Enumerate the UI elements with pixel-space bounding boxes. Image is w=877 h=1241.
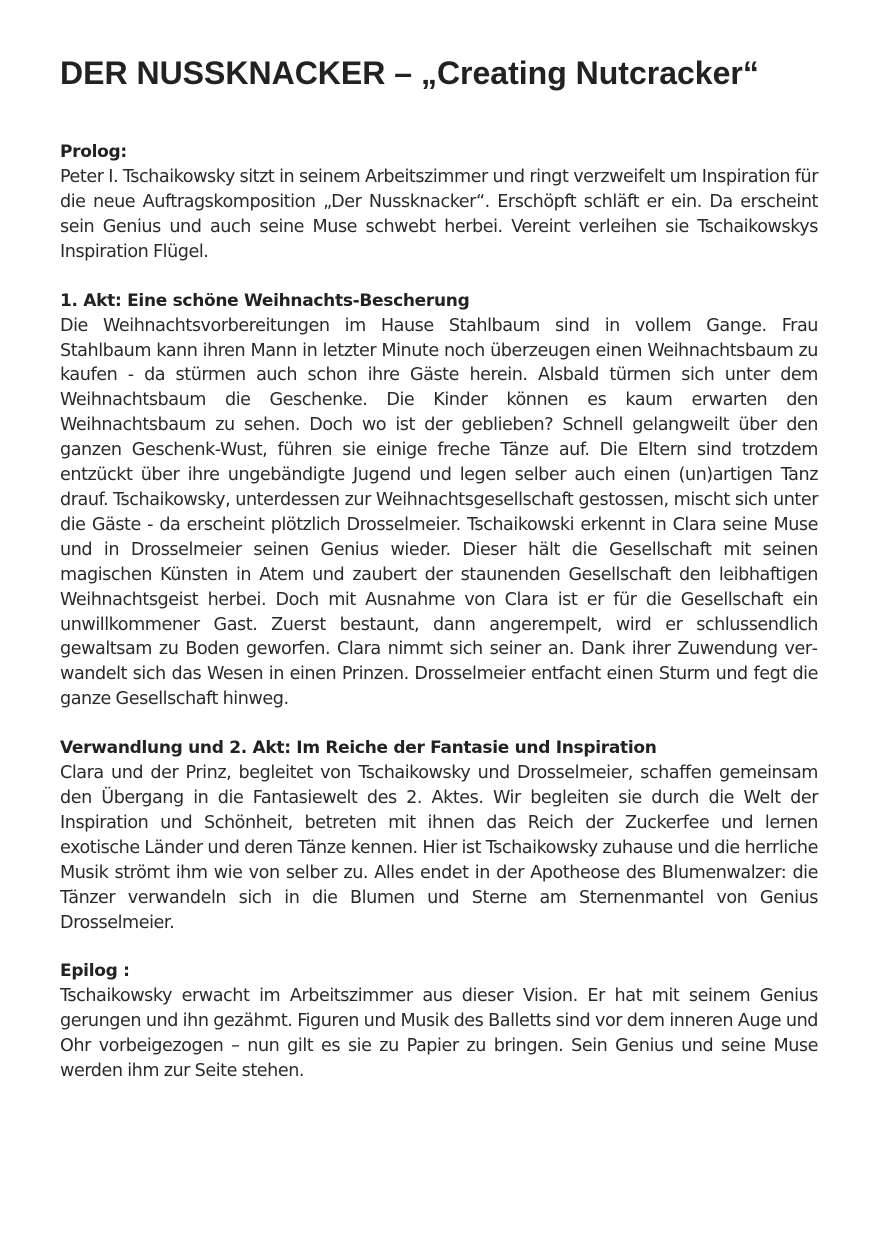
section-heading-akt-1: 1. Akt: Eine schöne Weihnachts-Bescherung xyxy=(60,290,470,311)
section-heading-akt-2: Verwandlung und 2. Akt: Im Reiche der Fantasie und Inspiration xyxy=(60,738,657,759)
section-akt-1 xyxy=(60,289,818,713)
section-prolog xyxy=(60,140,818,265)
section-akt-2 xyxy=(60,736,818,935)
section-body-prolog: Peter I. Tschaikowsky sitzt in seinem Arbeitszimmer und ringt verzweifelt um Inspiration für die neue Auftragskomposition „Der Nussknacker“. Erschöpft schläft er ein. Da erscheint sein Genius und auch seine Muse schwebt herbei. Vereint verleihen sie Tschaikowskys Inspiration Flügel. xyxy=(60,167,818,262)
section-heading-prolog: Prolog: xyxy=(60,142,127,162)
section-epilog xyxy=(60,959,818,1084)
document-page xyxy=(60,52,818,1084)
section-body-akt-2: Clara und der Prinz, begleitet von Tschaikowsky und Drosselmeier, schaffen gemeinsam den Übergang in die Fantasiewelt des 2. Aktes. Wir begleiten sie durch die Welt der Inspiration und Schönheit, betreten mit ihnen das Reich der Zuckerfee und lernen exotische Länder und deren Tänze kennen. Hier ist Tschaikowsky zuhause und die herrliche Musik strömt ihm wie von selber zu. Alles endet in der Apotheose des Blumenwalzer: die Tänzer verwandeln sich in die Blumen und Sterne am Sternenmantel von Genius Drosselmeier. xyxy=(60,763,818,933)
section-body-akt-1: Die Weihnachtsvorbereitungen im Hause Stahlbaum sind in vollem Gange. Frau Stahlbaum kann ihren Mann in letzter Minute noch überzeugen einen Weihnachtsbaum zu kaufen - da stürmen auch schon ihre Gäste herein. Alsbald türmen sich unter dem Weihnachtsbaum die Geschenke. Die Kinder können es kaum erwarten den Weihnachtsbaum zu sehen. Doch wo ist der geblieben? Schnell gelangweilt über den ganzen Geschenk-Wust, führen sie einige freche Tänze auf. Die Eltern sind trotzdem entzückt über ihre ungebändigte Jugend und legen selber auch einen (un)artigen Tanz drauf. Tschaikowsky, unterdessen zur Weihnachtsgesellschaft gestossen, mischt sich unter die Gäste - da erscheint plötzlich Drosselmeier. Tschaikowski erkennt in Clara seine Muse und in Drosselmeier seinen Genius wieder. Dieser hält die Gesellschaft mit seinen magischen Künsten in Atem und zaubert der staunenden Gesellschaft den leibhaftigen Weihnachtsgeist herbei. Doch mit Ausnahme von Clara ist er für die Gesellschaft ein unwillkommener Gast. Zuerst bestaunt, dann angerempelt, wird er schlussendlich gewaltsam zu Boden geworfen. Clara nimmt sich seiner an. Dank ihrer Zuwendung verwandelt sich das Wesen in einen Prinzen. Drosselmeier entfacht einen Sturm und fegt die ganze Gesellschaft hinweg. xyxy=(60,315,818,710)
section-heading-epilog: Epilog : xyxy=(60,961,130,982)
section-body-epilog: Tschaikowsky erwacht im Arbeitszimmer aus dieser Vision. Er hat mit seinem Genius gerungen und ihn gezähmt. Figuren und Musik des Balletts sind vor dem inneren Auge und Ohr vorbeigezogen – nun gilt es sie zu Papier zu bringen. Sein Genius und seine Muse werden ihm zur Seite stehen. xyxy=(60,986,818,1082)
document-title: DER NUSSKNACKER – „Creating Nutcracker“ xyxy=(60,55,759,91)
